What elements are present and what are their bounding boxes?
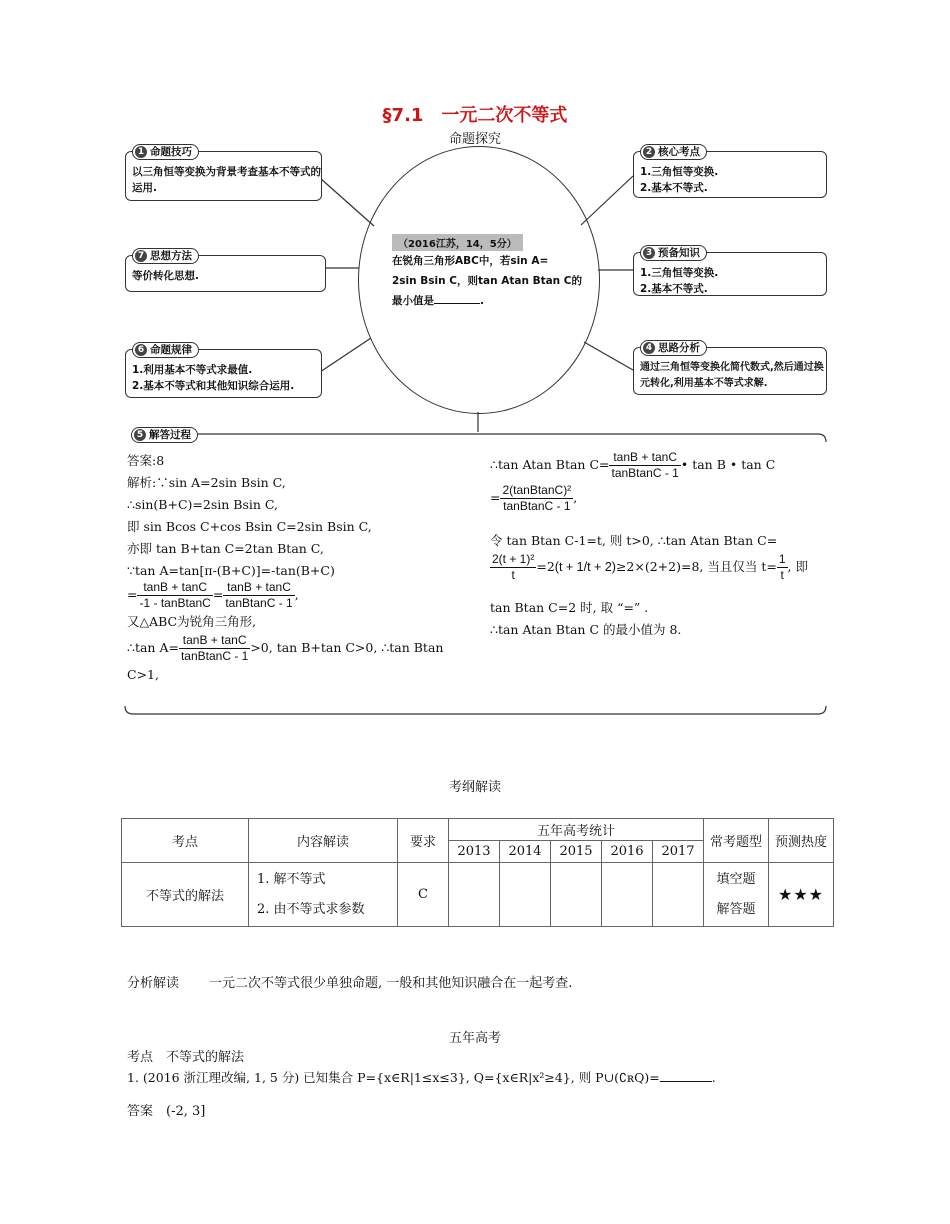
box-prerequisite [633,247,827,296]
solution-line: 解析:∵sin A=2sin Bsin C, [127,475,286,490]
analysis-text: 一元二次不等式很少单独命题, 一般和其他知识融合在一起考查. [209,976,573,991]
exam-point: 考点 不等式的解法 [127,1050,245,1065]
solution-line: tan Btan C=2 时, 取 “=” . [490,600,649,615]
section-title-five-years: 五年高考 [448,1031,501,1046]
box-line: 通过三角恒等变换化简代数式,然后通过换 [640,362,824,373]
problem-line: 1. (2016 浙江理改编, 1, 5 分) 已知集合 P={x∈R|1≤x≤3}, Q={x∈R|x²≥4}, 则 P∪(∁ʀQ)= . [127,1070,716,1085]
question-block [392,234,582,311]
fraction: $\frac{\text{2(t + 1)²}}{t}$ [492,552,535,582]
box-proposition-technique [125,146,322,201]
box-line: 2.基本不等式和其他知识综合运用. [132,380,295,392]
tag-label: 预备知识 [658,247,700,259]
fraction: $\frac{\tan B + \tan C}{\text{tanBtanC - 1}}$ [225,580,293,610]
solution-line: ∴sin(B+C)=2sin Bsin C, [127,497,278,512]
number-badge: 3 [643,247,655,259]
solution-line: 答案:8 [127,453,165,468]
content-line: 2. 由不等式求参数 [257,901,365,917]
table-cell: 不等式的解法 [122,863,249,927]
section-title-kaogang: 考纲解读 [448,780,501,795]
number-badge: 2 [643,146,655,158]
solution-line-inequality: $\frac{\text{2(t + 1)²}}{t}$ =2(t + 1/t + 2)≥2×(2+2)=8, 当且仅当 t= $\frac{1}{t}$ , 即 [492,552,808,582]
table-cell [551,863,602,927]
question-line-3: 最小值是 . [392,295,484,307]
table-cell [249,863,398,927]
header-cell: 预测热度 [769,819,834,863]
type-line: 解答题 [716,901,756,917]
box-line: 以三角恒等变换为背景考查基本不等式的 [132,166,321,178]
question-line: 在锐角三角形ABC中，若sin A= [392,255,549,267]
solution-line-fractions: = $\frac{\tan B + \tan C}{\text{-1 - tanBtanC}}$ = $\frac{\tan B + \tan C}{\text{tanBtanC - 1}}$ , [127,580,299,610]
solution-tag [131,427,198,443]
table-cell [704,863,769,927]
tag-label: 思路分析 [658,342,700,354]
box-tag [640,144,707,160]
header-cell: 考点 [122,819,249,863]
number-badge: 4 [643,342,655,354]
page-subtitle: 命题探究 [448,132,501,147]
fraction: $\frac{\tan B + \tan C}{\text{-1 - tanBtanC}}$ [139,580,211,610]
year-cell: 2015 [551,841,602,863]
table-cell: C [398,863,449,927]
box-tag [640,245,707,261]
solution-line-product: ∴tan Atan Btan C= $\frac{\tan B + \tan C}{\text{tanBtanC - 1}}$ • tan B • tan C [490,450,776,480]
year-cell: 2017 [653,841,704,863]
star-rating: ★★★ [769,863,834,927]
analysis-line [127,972,572,991]
tag-label: 命题规律 [150,344,192,356]
solution-line: 令 tan Btan C-1=t, 则 t>0, ∴tan Atan Btan C= [490,533,778,548]
answer-line: 答案 (-2, 3] [127,1104,206,1119]
answer-blank [660,1081,712,1082]
table-cell [449,863,500,927]
analysis-label: 分析解读 [127,976,180,991]
solution-right [490,450,808,641]
box-line: 2.基本不等式. [640,283,708,295]
solution-line: ∵tan A=tan[π-(B+C)]=-tan(B+C) [127,563,335,578]
box-thinking-method [125,250,326,292]
box-line: 运用. [132,182,157,194]
solution-line: ∴tan Atan Btan C 的最小值为 8. [490,622,682,637]
question-line: 2sin Bsin C，则tan Atan Btan C的 [392,275,583,287]
solution-line: 即 sin Bcos C+cos Bsin C=2sin Bsin C, [127,519,372,534]
header-cell: 内容解读 [249,819,398,863]
fraction: $\frac{\tan B + \tan C}{\text{tanBtanC - 1}}$ [611,450,679,480]
table-cell [653,863,704,927]
solution-line: 又△ABC为锐角三角形, [127,614,257,629]
box-line: 元转化,利用基本不等式求解. [640,378,768,389]
tag-label: 思想方法 [150,250,192,262]
solution-line: C>1, [127,667,159,682]
year-cell: 2013 [449,841,500,863]
number-badge: 5 [134,429,146,441]
solution-left [127,450,443,686]
page-title: §7.1 一元二次不等式 [382,105,568,126]
number-badge: 7 [135,250,147,262]
table-cell [602,863,653,927]
content-line: 1. 解不等式 [257,871,326,887]
tag-label: 命题技巧 [150,146,192,158]
tag-label: 解答过程 [149,429,191,441]
fraction: $\frac{1}{t}$ [778,552,786,582]
box-tag [132,144,199,160]
box-thinking-analysis [633,342,827,395]
year-cell: 2016 [602,841,653,863]
number-badge: 1 [135,146,147,158]
solution-line-simplified: = $\frac{\text{2(tanBtanC)²}}{\text{tanBtanC - 1}}$ , [490,483,578,513]
solution-line-tanA: ∴tan A= $\frac{\tan B + \tan C}{\text{tanBtanC - 1}}$ >0, tan B+tan C>0, ∴tan Btan [127,633,444,663]
box-tag [132,342,199,358]
question-text: 最小值是 [392,295,434,307]
table-cell [500,863,551,927]
box-line: 等价转化思想. [132,270,199,282]
problem-text: 1. (2016 浙江理改编, 1, 5 分) 已知集合 P={x∈R|1≤x≤3}, Q={x∈R|x²≥4}, 则 P∪(∁ʀQ)= [127,1070,660,1085]
solution-line: 亦即 tan B+tan C=2tan Btan C, [127,541,324,556]
box-line: 2.基本不等式. [640,182,708,194]
box-line: 1.三角恒等变换. [640,267,719,279]
header-cell: 要求 [398,819,449,863]
box-tag [132,248,199,264]
answer-blank [434,303,480,304]
fraction: $\frac{\tan B + \tan C}{\text{tanBtanC - 1}}$ [180,633,249,663]
year-cell: 2014 [500,841,551,863]
box-line: 1.利用基本不等式求最值. [132,364,253,376]
fraction: $\frac{\text{2(tanBtanC)²}}{\text{tanBtanC - 1}}$ [502,483,572,513]
box-core-points [633,146,827,198]
header-cell: 五年高考统计 [449,819,704,841]
box-line: 1.三角恒等变换. [640,166,719,178]
type-line: 填空题 [716,871,756,887]
box-proposition-pattern [125,344,322,398]
number-badge: 6 [135,344,147,356]
tag-label: 核心考点 [658,146,700,158]
box-tag [640,340,707,356]
question-source: （2016江苏，14，5分） [392,234,523,251]
syllabus-table [121,818,834,927]
header-cell: 常考题型 [704,819,769,863]
